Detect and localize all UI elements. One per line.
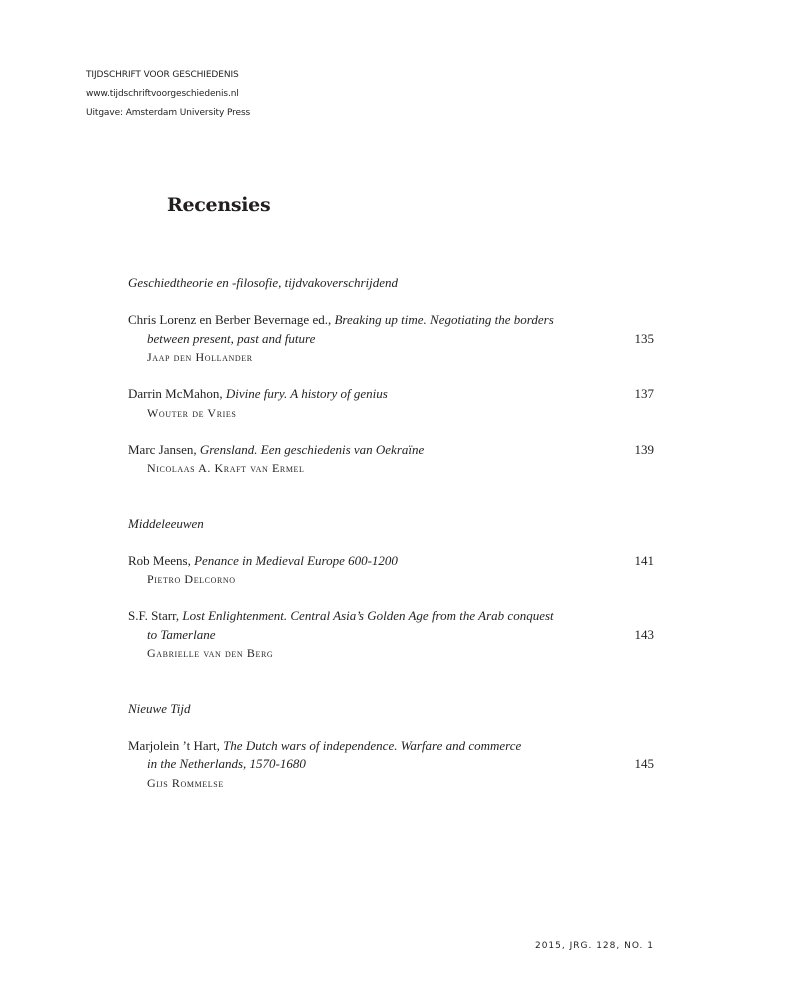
entry-line [128, 552, 654, 571]
book-author: S.F. Starr, [128, 608, 183, 623]
book-title: Breaking up time. Negotiating the borders [334, 312, 554, 327]
book-title: Divine fury. A history of genius [225, 386, 388, 401]
entry-line [128, 607, 654, 626]
issue-footer: 2015, JRG. 128, NO. 1 [534, 941, 654, 951]
entry-line [128, 311, 654, 330]
page-number[interactable]: 139 [634, 441, 654, 457]
reviewer-name: Jaap den Hollander [147, 350, 253, 364]
reviewer-name: Gijs Rommelse [147, 775, 224, 790]
page-number[interactable]: 145 [634, 756, 654, 771]
reviewer-name: Wouter de Vries [147, 405, 237, 420]
book-title: The Dutch wars of independence. Warfare and commerce [223, 737, 522, 753]
book-title-cont: between present, past and future [147, 330, 316, 346]
review-entry [128, 441, 654, 478]
book-title: Lost Enlightenment. Central Asia’s Golden Age from the Arab conquest [182, 608, 554, 623]
publisher: Uitgave: Amsterdam University Press [86, 108, 251, 118]
section-heading: Nieuwe Tijd [128, 700, 191, 716]
book-author: Rob Meens, [128, 552, 195, 568]
reviewer-name: Nicolaas A. Kraft van Ermel [147, 461, 305, 475]
page-title: Recensies [167, 194, 271, 216]
review-entry [128, 737, 654, 793]
masthead [86, 66, 250, 123]
entry-line [128, 626, 654, 645]
book-title: Grensland. Een geschiedenis van Oekraïne [199, 441, 425, 457]
book-author: Darrin McMahon, [128, 386, 226, 401]
section-heading: Middeleeuwen [128, 515, 204, 531]
book-author: Chris Lorenz en Berber Bevernage ed., [128, 312, 335, 327]
section-heading: Geschiedtheorie en -filosofie, tijdvakoverschrijdend [128, 275, 399, 290]
reviewer-name: Gabrielle van den Berg [147, 646, 274, 660]
book-author: Marjolein ’t Hart, [128, 737, 224, 753]
page-number[interactable]: 143 [634, 626, 654, 642]
page-number[interactable]: 141 [634, 552, 654, 568]
review-entry [128, 311, 654, 367]
page-number[interactable]: 137 [634, 386, 654, 401]
reviewer-name: Pietro Delcorno [147, 572, 236, 586]
book-title-cont: to Tamerlane [147, 626, 216, 642]
book-author: Marc Jansen, [128, 441, 200, 457]
review-entry [128, 385, 654, 422]
journal-name: TIJDSCHRIFT VOOR GESCHIEDENIS [86, 70, 239, 80]
page-number[interactable]: 135 [634, 330, 654, 346]
entry-line [128, 330, 654, 349]
book-title: Penance in Medieval Europe 600-1200 [194, 552, 398, 568]
journal-url[interactable]: www.tijdschriftvoorgeschiedenis.nl [86, 89, 239, 99]
entry-line [128, 737, 654, 756]
review-entry [128, 607, 654, 663]
entry-line [128, 755, 654, 774]
entry-line [128, 385, 654, 404]
table-of-contents [128, 274, 654, 792]
entry-line [128, 441, 654, 460]
book-title-cont: in the Netherlands, 1570-1680 [147, 756, 306, 771]
review-entry [128, 552, 654, 589]
